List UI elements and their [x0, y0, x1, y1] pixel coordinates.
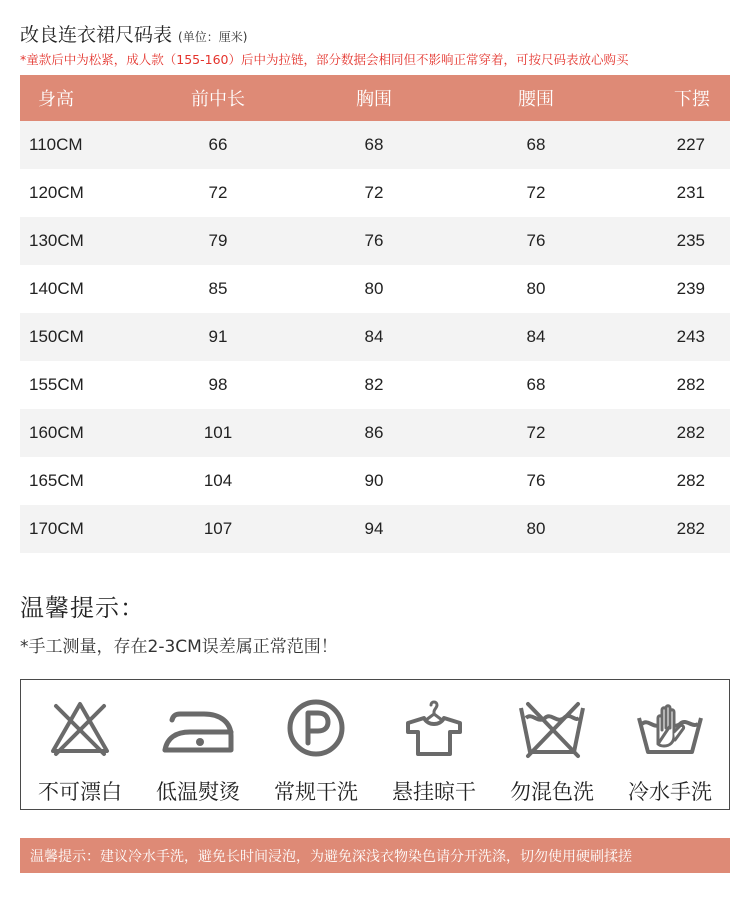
column-header-bust: 胸围	[356, 89, 392, 110]
cell-front-length: 72	[208, 183, 228, 202]
cell-height: 170CM	[29, 519, 84, 538]
care-item-low-temp-iron	[139, 680, 257, 809]
cell-waist: 80	[526, 279, 546, 298]
column-header-hem: 下摆	[674, 89, 710, 110]
cell-front-length: 107	[203, 519, 233, 538]
care-item-hang-dry	[375, 680, 493, 809]
size-table	[20, 75, 730, 553]
table-row	[20, 265, 730, 313]
cell-bust: 94	[364, 519, 384, 538]
cell-height: 165CM	[29, 471, 84, 490]
cell-waist: 84	[526, 327, 546, 346]
care-item-do-not-mix	[493, 680, 611, 809]
low-temp-iron-icon	[160, 696, 236, 760]
table-row	[20, 217, 730, 265]
cell-waist: 80	[526, 519, 546, 538]
cell-hem: 239	[676, 279, 705, 298]
cell-bust: 86	[364, 423, 384, 442]
cell-waist: 68	[526, 135, 546, 154]
no-bleach-icon	[48, 696, 112, 760]
care-label: 常规干洗	[274, 780, 358, 804]
cell-bust: 84	[364, 327, 384, 346]
cell-waist: 76	[526, 471, 546, 490]
table-row	[20, 361, 730, 409]
do-not-wash-icon	[516, 696, 588, 760]
cell-hem: 282	[676, 375, 705, 394]
cell-height: 155CM	[29, 375, 84, 394]
cell-hem: 243	[676, 327, 705, 346]
bottom-tip-bar: 温馨提示：建议冷水手洗，避免长时间浸泡，为避免深浅衣物染色请分开洗涤，切勿使用硬刷揉搓	[20, 838, 730, 873]
cell-front-length: 85	[208, 279, 228, 298]
cell-height: 110CM	[29, 135, 83, 154]
hang-dry-icon	[402, 696, 466, 760]
care-label: 低温熨烫	[156, 780, 240, 804]
care-item-no-bleach	[21, 680, 139, 809]
care-item-hand-wash	[611, 680, 729, 809]
cell-hem: 282	[676, 471, 705, 490]
cell-front-length: 66	[208, 135, 228, 154]
tips-title: 温馨提示：	[20, 594, 145, 622]
hand-wash-cold-icon	[634, 696, 706, 760]
cell-height: 150CM	[29, 327, 84, 346]
cell-hem: 231	[676, 183, 705, 202]
cell-hem: 227	[676, 135, 705, 154]
care-label: 悬挂晾干	[392, 780, 476, 804]
cell-front-length: 98	[208, 375, 228, 394]
cell-bust: 80	[364, 279, 384, 298]
table-row	[20, 121, 730, 169]
cell-front-length: 104	[203, 471, 233, 490]
size-note: *童款后中为松紧，成人款（155-160）后中为拉链，部分数据会相同但不影响正常穿着，可按尺码表放心购买	[20, 52, 629, 67]
cell-bust: 72	[364, 183, 384, 202]
care-instructions	[20, 679, 730, 810]
title-row	[20, 20, 247, 46]
unit-label: (单位：厘米)	[178, 30, 248, 44]
cell-height: 120CM	[29, 183, 84, 202]
cell-height: 130CM	[29, 231, 84, 250]
cell-bust: 68	[364, 135, 384, 154]
care-label: 冷水手洗	[628, 780, 712, 804]
cell-waist: 72	[526, 183, 546, 202]
table-row	[20, 505, 730, 553]
care-label: 不可漂白	[38, 780, 122, 804]
table-row	[20, 169, 730, 217]
page-title: 改良连衣裙尺码表	[20, 24, 173, 46]
dry-clean-p-icon	[284, 696, 348, 760]
cell-height: 140CM	[29, 279, 84, 298]
cell-bust: 90	[364, 471, 384, 490]
cell-hem: 282	[676, 423, 705, 442]
table-row	[20, 457, 730, 505]
cell-hem: 282	[676, 519, 705, 538]
table-header	[20, 75, 730, 121]
table-row	[20, 409, 730, 457]
cell-hem: 235	[676, 231, 705, 250]
column-header-front-length: 前中长	[191, 89, 245, 110]
cell-waist: 72	[526, 423, 546, 442]
column-header-waist: 腰围	[518, 89, 554, 110]
cell-front-length: 79	[208, 231, 228, 250]
cell-bust: 82	[364, 375, 384, 394]
care-label: 勿混色洗	[510, 780, 594, 804]
care-item-dry-clean	[257, 680, 375, 809]
tips-text: *手工测量，存在2-3CM误差属正常范围！	[20, 637, 338, 657]
cell-front-length: 91	[208, 327, 228, 346]
cell-front-length: 101	[203, 423, 233, 442]
cell-height: 160CM	[29, 423, 84, 442]
cell-waist: 76	[526, 231, 546, 250]
column-header-height: 身高	[38, 89, 74, 110]
cell-waist: 68	[526, 375, 546, 394]
cell-bust: 76	[364, 231, 384, 250]
table-row	[20, 313, 730, 361]
